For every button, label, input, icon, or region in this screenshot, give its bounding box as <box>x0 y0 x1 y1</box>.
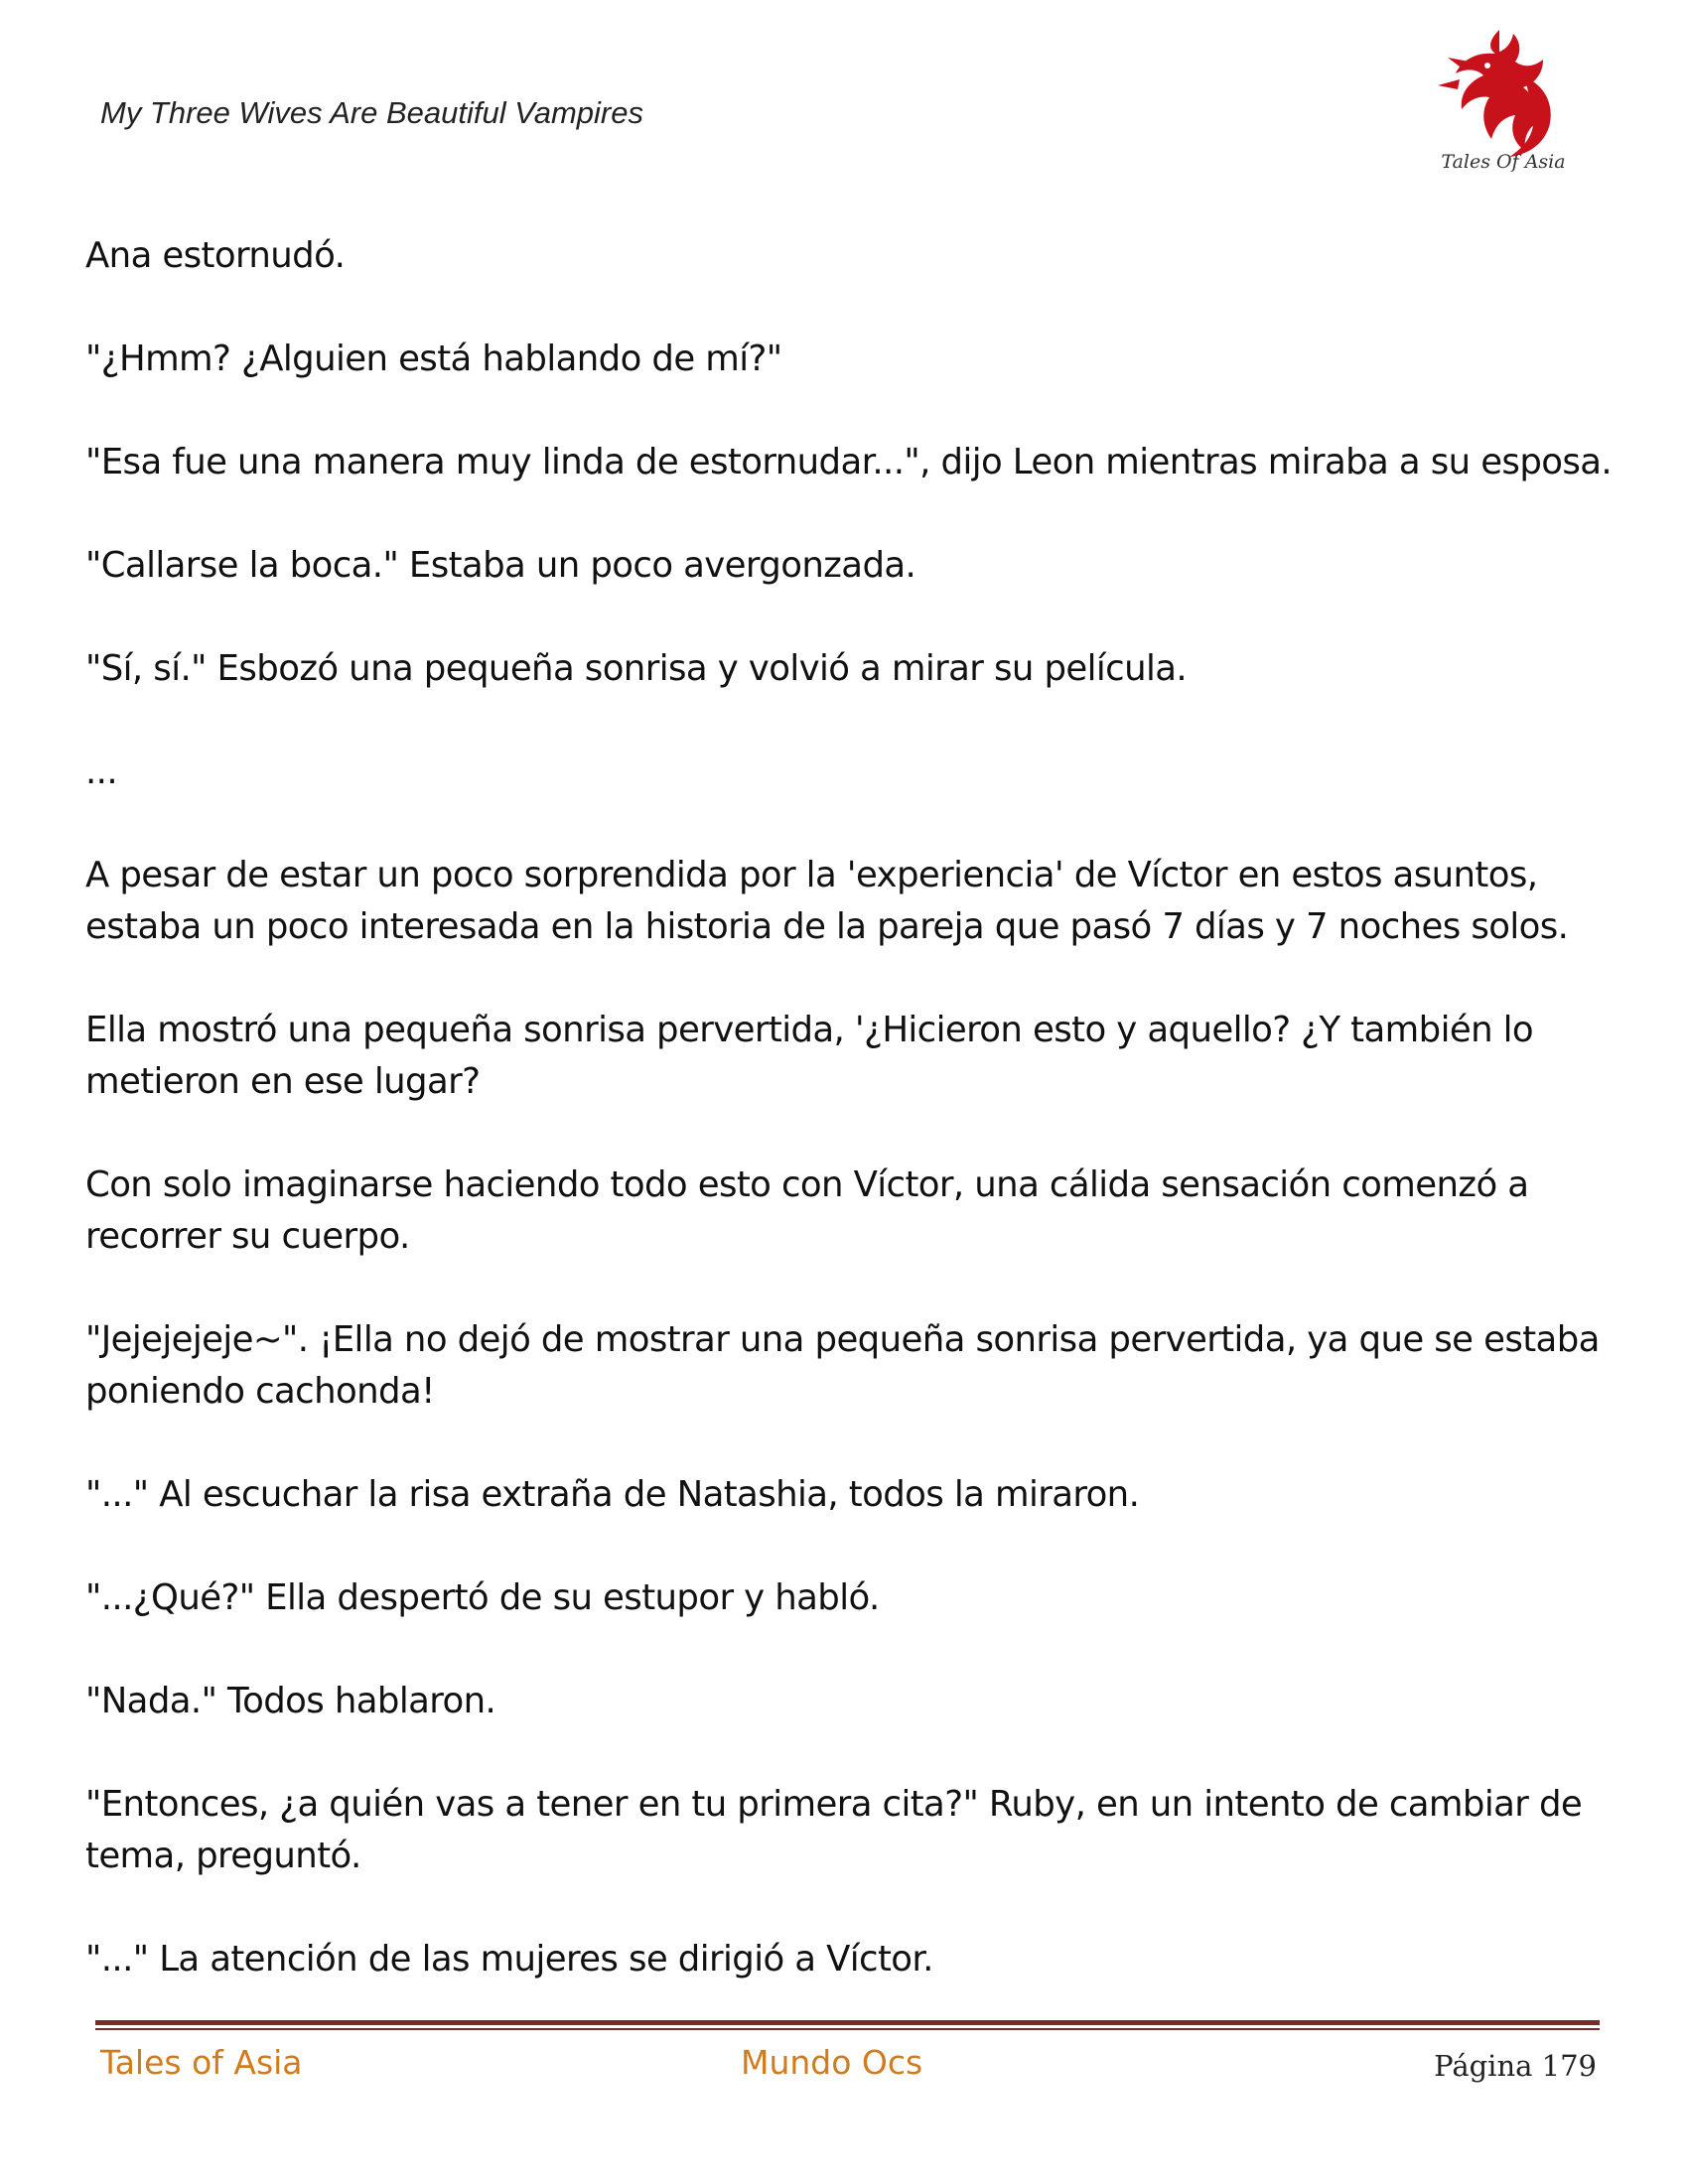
logo-text: Tales Of Asia <box>1441 151 1566 173</box>
paragraph: Con solo imaginarse haciendo todo esto con Víctor, una cálida sensación comenzó a recorrer su cuerpo. <box>85 1164 1529 1257</box>
paragraph: ... <box>85 751 118 792</box>
paragraph: "Jejejejeje~". ¡Ella no dejó de mostrar una pequeña sonrisa pervertida, ya que se estaba poniendo cachonda! <box>85 1319 1600 1412</box>
paragraph: A pesar de estar un poco sorprendida por la 'experiencia' de Víctor en estos asuntos, estaba un poco interesada en la historia de la pareja que pasó 7 días y 7 noches solos. <box>85 855 1569 947</box>
book-title: My Three Wives Are Beautiful Vampires <box>100 95 643 130</box>
paragraph: "...¿Qué?" Ella despertó de su estupor y habló. <box>85 1577 880 1618</box>
paragraph: "Esa fue una manera muy linda de estornudar...", dijo Leon mientras miraba a su esposa. <box>85 442 1613 482</box>
paragraph: "..." La atención de las mujeres se dirigió a Víctor. <box>85 1939 933 1979</box>
footer-publisher: Tales of Asia <box>100 2043 303 2082</box>
paragraph: "¿Hmm? ¿Alguien está hablando de mí?" <box>85 339 782 379</box>
paragraph: "Callarse la boca." Estaba un poco avergonzada. <box>85 545 916 586</box>
paragraph: "..." Al escuchar la risa extraña de Natashia, todos la miraron. <box>85 1474 1140 1515</box>
footer-divider <box>95 2020 1600 2030</box>
page-number: Página 179 <box>1434 2049 1597 2083</box>
chapter-body <box>85 230 1615 2037</box>
paragraph: "Nada." Todos hablaron. <box>85 1681 496 1721</box>
paragraph: Ella mostró una pequeña sonrisa pervertida, '¿Hicieron esto y aquello? ¿Y también lo metieron en ese lugar? <box>85 1010 1534 1102</box>
paragraph: Ana estornudó. <box>85 235 346 276</box>
paragraph: "Entonces, ¿a quién vas a tener en tu primera cita?" Ruby, en un intento de cambiar de tema, preguntó. <box>85 1784 1583 1876</box>
paragraph: "Sí, sí." Esbozó una pequeña sonrisa y volvió a mirar su película. <box>85 648 1188 689</box>
footer-site: Mundo Ocs <box>741 2043 923 2082</box>
